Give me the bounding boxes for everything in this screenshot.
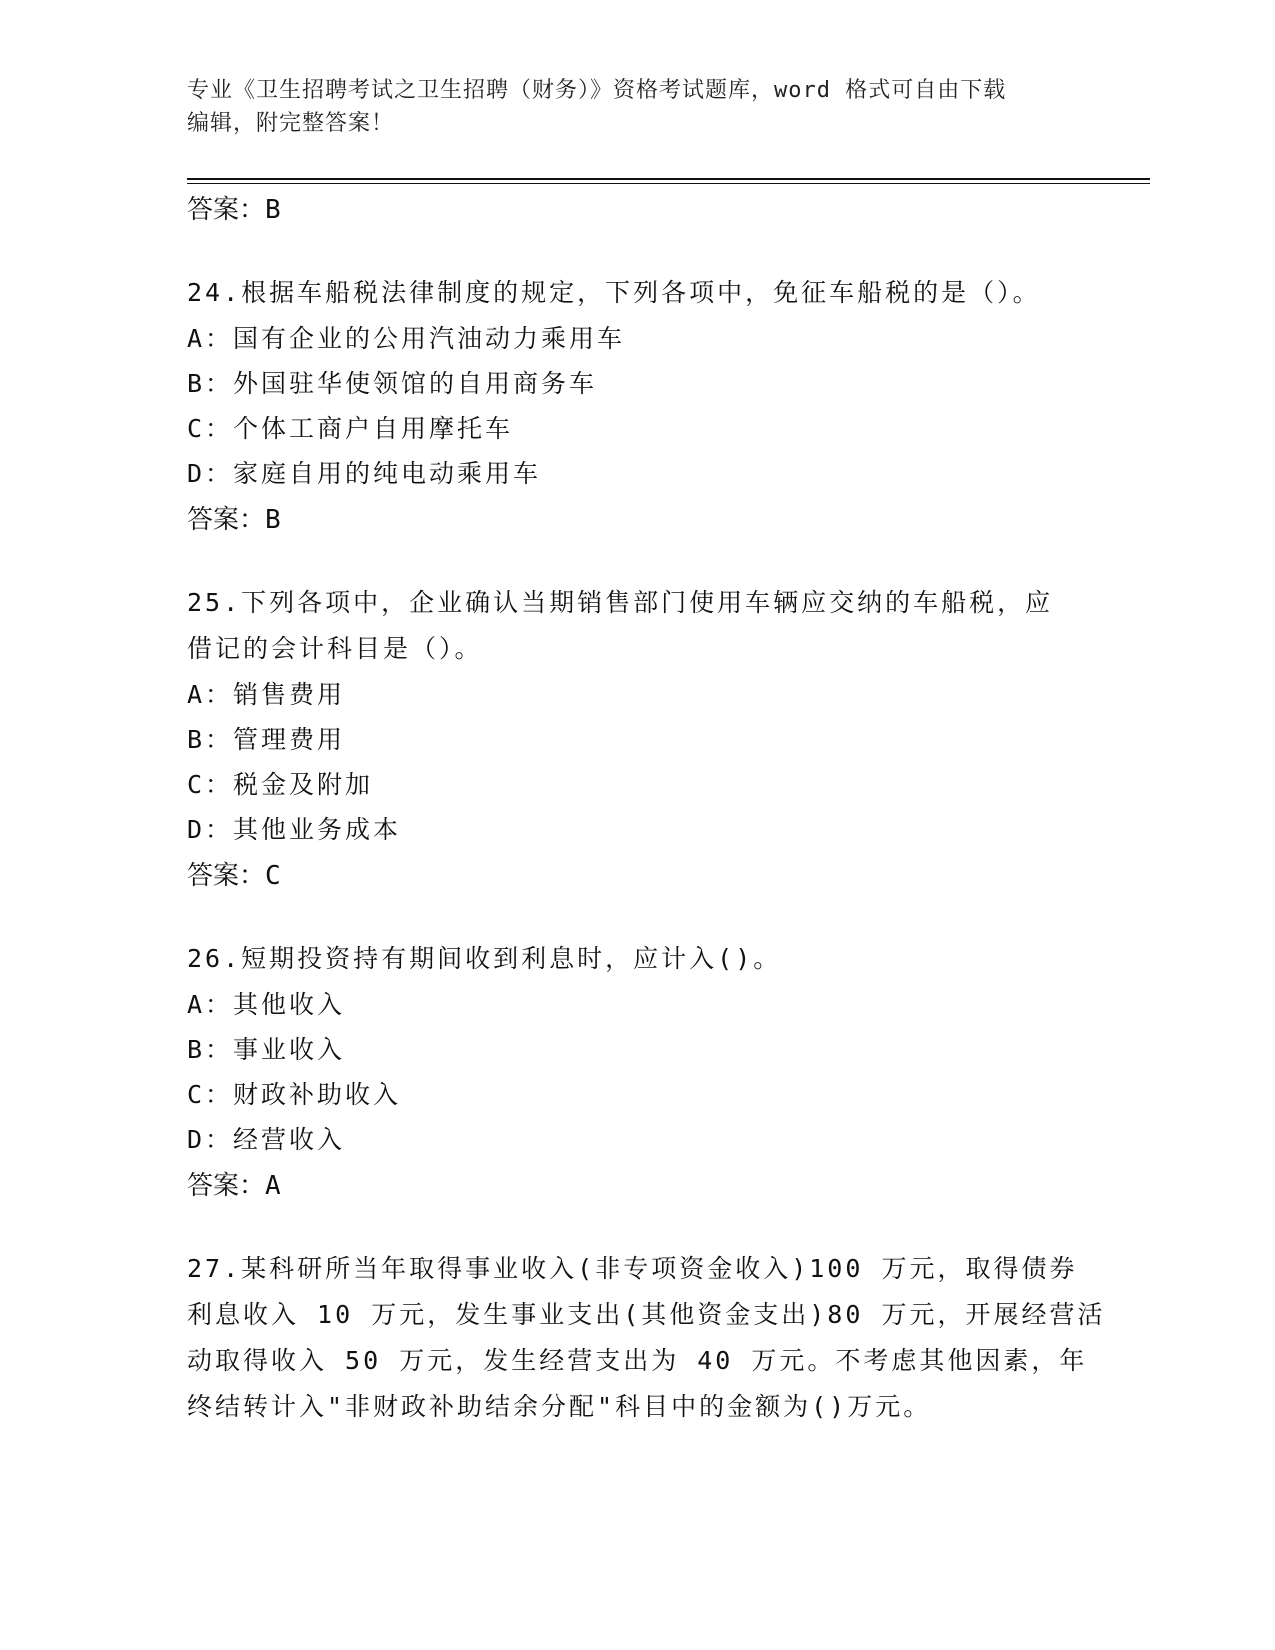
stem-line: 27.某科研所当年取得事业收入(非专项资金收入)100 万元，取得债券 xyxy=(187,1254,1078,1283)
option-b: B：外国驻华使领馆的自用商务车 xyxy=(187,369,598,398)
option-a: A：销售费用 xyxy=(187,680,346,709)
stem-line: 24.根据车船税法律制度的规定，下列各项中，免征车船税的是（）。 xyxy=(187,278,1041,307)
answer-value: C xyxy=(265,861,281,891)
question-list xyxy=(187,186,1106,1430)
option-c: C：税金及附加 xyxy=(187,770,374,799)
option-d: D：家庭自用的纯电动乘用车 xyxy=(187,459,542,488)
option-a: A：其他收入 xyxy=(187,990,346,1019)
stem-line: 借记的会计科目是（）。 xyxy=(187,634,483,663)
option-d: D：经营收入 xyxy=(187,1125,346,1154)
answer-line xyxy=(187,186,1087,234)
question-block xyxy=(187,270,1087,544)
header-divider-thick xyxy=(187,178,1150,180)
option-b: B：事业收入 xyxy=(187,1035,346,1064)
stem-line: 动取得收入 50 万元，发生经营支出为 40 万元。不考虑其他因素，年 xyxy=(187,1346,1088,1375)
option-c: C：个体工商户自用摩托车 xyxy=(187,414,514,443)
answer-value: A xyxy=(265,1171,281,1201)
answer-line xyxy=(187,496,1087,544)
option-d: D：其他业务成本 xyxy=(187,815,402,844)
stem-line: 终结转计入"非财政补助结余分配"科目中的金额为()万元。 xyxy=(187,1392,932,1421)
question-block xyxy=(187,1246,1106,1430)
option-b: B：管理费用 xyxy=(187,725,346,754)
page-header xyxy=(187,74,1067,140)
answer-label: 答案： xyxy=(187,861,266,891)
question-block xyxy=(187,936,1087,1210)
header-line-1: 专业《卫生招聘考试之卫生招聘（财务）》资格考试题库，word 格式可自由下载 xyxy=(187,78,1007,103)
answer-label: 答案： xyxy=(187,1171,266,1201)
header-line-2: 编辑，附完整答案！ xyxy=(187,111,395,136)
answer-value: B xyxy=(265,505,281,535)
answer-line xyxy=(187,1162,1087,1210)
answer-label: 答案： xyxy=(187,195,266,225)
answer-line xyxy=(187,852,1087,900)
question-stem xyxy=(187,270,1087,316)
answer-label: 答案： xyxy=(187,505,266,535)
stem-line: 利息收入 10 万元，发生事业支出(其他资金支出)80 万元，开展经营活 xyxy=(187,1300,1106,1329)
answer-value: B xyxy=(265,195,281,225)
header-divider-thin xyxy=(187,183,1150,184)
stem-line: 25.下列各项中，企业确认当期销售部门使用车辆应交纳的车船税，应 xyxy=(187,588,1054,617)
option-a: A：国有企业的公用汽油动力乘用车 xyxy=(187,324,626,353)
option-c: C：财政补助收入 xyxy=(187,1080,402,1109)
question-stem xyxy=(187,580,1087,672)
question-stem xyxy=(187,1246,1106,1430)
question-stem xyxy=(187,936,1087,982)
question-block xyxy=(187,580,1087,900)
stem-line: 26.短期投资持有期间收到利息时，应计入()。 xyxy=(187,944,782,973)
